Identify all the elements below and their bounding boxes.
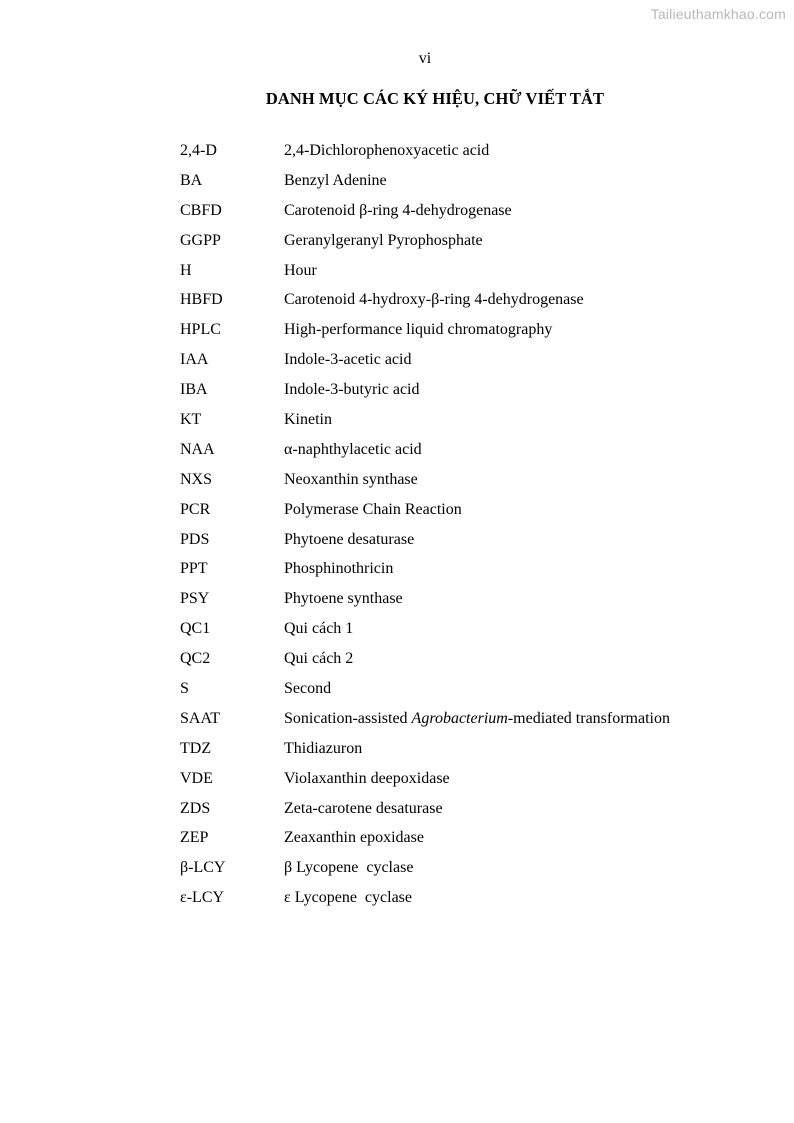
abbreviation-row xyxy=(180,559,794,589)
abbreviation-row xyxy=(180,171,794,201)
abbreviation-code: HPLC xyxy=(180,321,221,339)
abbreviation-code: GGPP xyxy=(180,231,221,249)
abbreviation-row xyxy=(180,380,794,410)
abbreviation-code: PSY xyxy=(180,590,210,608)
abbreviation-row xyxy=(180,470,794,500)
abbreviation-code: BA xyxy=(180,171,203,189)
abbreviation-code: IBA xyxy=(180,381,208,399)
abbreviation-code: QC2 xyxy=(180,650,211,668)
abbreviation-definition: Zeaxanthin epoxidase xyxy=(284,829,424,847)
abbreviation-definition: Hour xyxy=(284,261,317,279)
abbreviation-code: 2,4-D xyxy=(180,142,217,159)
definition-text-after: -mediated transformation xyxy=(507,709,670,727)
abbreviation-definition: Qui cách 1 xyxy=(284,620,354,638)
abbreviation-definition: Zeta-carotene desaturase xyxy=(284,799,443,817)
abbreviation-row xyxy=(180,530,794,560)
abbreviation-definition: Thidiazuron xyxy=(284,739,363,757)
abbreviation-row xyxy=(180,410,794,440)
abbreviation-definition: Phosphinothricin xyxy=(284,560,394,578)
abbreviation-row xyxy=(180,739,794,769)
abbreviation-row xyxy=(180,320,794,350)
abbreviation-code: HBFD xyxy=(180,291,223,309)
abbreviation-definition: ε Lycopene cyclase xyxy=(284,889,412,907)
abbreviation-definition: Polymerase Chain Reaction xyxy=(284,500,462,518)
abbreviation-code: PDS xyxy=(180,530,210,548)
abbreviation-definition: Carotenoid β-ring 4-dehydrogenase xyxy=(284,201,512,219)
abbreviation-code: QC1 xyxy=(180,620,211,638)
abbreviation-row xyxy=(180,769,794,799)
abbreviation-definition: Kinetin xyxy=(284,411,332,429)
abbreviation-row xyxy=(180,828,794,858)
page-title: DANH MỤC CÁC KÝ HIỆU, CHỮ VIẾT TẮT xyxy=(265,89,605,108)
abbreviation-row xyxy=(180,589,794,619)
abbreviation-row xyxy=(180,350,794,380)
abbreviation-row xyxy=(180,799,794,829)
abbreviation-row xyxy=(180,141,794,171)
abbreviation-definition: Qui cách 2 xyxy=(284,650,354,668)
abbreviation-definition: Carotenoid 4-hydroxy-β-ring 4-dehydrogenase xyxy=(284,291,584,309)
abbreviation-definition: Phytoene synthase xyxy=(284,590,403,608)
abbreviation-definition: Second xyxy=(284,680,332,698)
abbreviation-row xyxy=(180,679,794,709)
abbreviation-row xyxy=(180,261,794,291)
abbreviation-definition: Neoxanthin synthase xyxy=(284,470,418,488)
abbreviation-code: TDZ xyxy=(180,739,212,757)
abbreviation-definition: Violaxanthin deepoxidase xyxy=(284,769,450,787)
abbreviation-row xyxy=(180,440,794,470)
watermark: Tailieuthamkhao.com xyxy=(650,6,786,22)
abbreviation-definition: Geranylgeranyl Pyrophosphate xyxy=(284,231,483,249)
abbreviation-code: S xyxy=(180,680,189,698)
abbreviation-definition xyxy=(284,709,670,729)
abbreviation-row xyxy=(180,709,794,739)
abbreviation-row xyxy=(180,619,794,649)
abbreviation-code: CBFD xyxy=(180,201,222,219)
abbreviation-code: NXS xyxy=(180,470,213,488)
abbreviation-code: IAA xyxy=(180,351,209,369)
abbreviation-code: ε-LCY xyxy=(180,889,225,907)
abbreviation-code: ZEP xyxy=(180,829,209,847)
abbreviation-code: β-LCY xyxy=(180,859,226,877)
abbreviation-row xyxy=(180,858,794,888)
abbreviation-definition: β Lycopene cyclase xyxy=(284,859,414,877)
abbreviation-code: SAAT xyxy=(180,709,221,727)
abbreviation-definition: 2,4-Dichlorophenoxyacetic acid xyxy=(284,142,490,159)
abbreviation-definition: Indole-3-butyric acid xyxy=(284,381,420,399)
abbreviation-list xyxy=(180,141,794,918)
abbreviation-definition: Benzyl Adenine xyxy=(284,171,387,189)
abbreviation-code: ZDS xyxy=(180,799,211,817)
abbreviation-code: H xyxy=(180,261,192,279)
abbreviation-definition: Indole-3-acetic acid xyxy=(284,351,412,369)
abbreviation-definition: Phytoene desaturase xyxy=(284,530,415,548)
abbreviation-row xyxy=(180,231,794,261)
abbreviation-definition: High-performance liquid chromatography xyxy=(284,321,553,339)
abbreviation-row xyxy=(180,888,794,918)
abbreviation-row xyxy=(180,649,794,679)
abbreviation-row xyxy=(180,290,794,320)
abbreviation-code: PCR xyxy=(180,500,211,518)
abbreviation-row xyxy=(180,500,794,530)
abbreviation-code: VDE xyxy=(180,769,213,787)
abbreviation-code: KT xyxy=(180,411,202,429)
abbreviation-code: NAA xyxy=(180,440,215,458)
abbreviation-row xyxy=(180,201,794,231)
page-number: vi xyxy=(418,50,432,67)
definition-text-before: Sonication-assisted xyxy=(284,709,412,727)
abbreviation-definition: α-naphthylacetic acid xyxy=(284,440,422,458)
abbreviation-code: PPT xyxy=(180,560,208,578)
definition-italic-term: Agrobacterium xyxy=(411,709,508,727)
